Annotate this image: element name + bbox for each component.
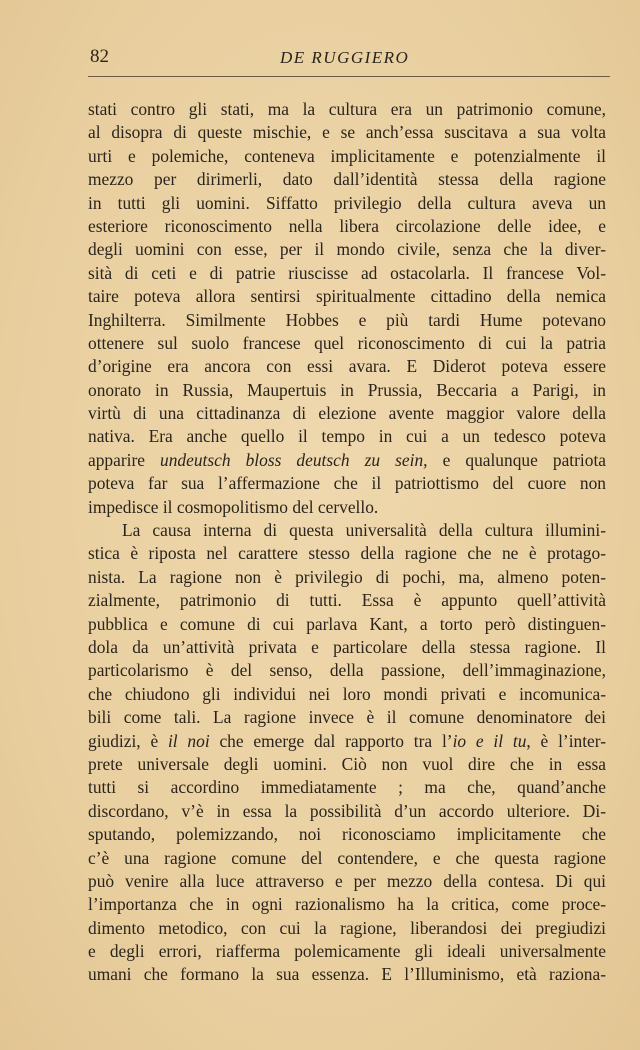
text-line: taire poteva allora sentirsi spiritualmente cittadino della nemica — [88, 286, 606, 307]
text-line: che chiudono gli individui nei loro mondi privati e incomunica- — [88, 683, 606, 704]
text-line: e degli errori, riafferma polemicamente gli ideali universalmente — [88, 941, 606, 962]
text-line: nativa. Era anche quello il tempo in cui a un tedesco poteva — [88, 426, 606, 447]
text-line: nista. La ragione non è privilegio di pochi, ma, almeno poten- — [88, 566, 606, 587]
text-line: impedisce il cosmopolitismo del cervello. — [88, 496, 379, 517]
header-rule — [88, 76, 610, 77]
text-line: al disopra di queste mischie, e se anch’essa suscitava a sua volta — [88, 122, 606, 143]
body-text — [88, 98, 606, 987]
text-line: onorato in Russia, Maupertuis in Prussia, Beccaria a Parigi, in — [88, 379, 606, 400]
text-line: discordano, v’è in essa la possibilità d’un accordo ulteriore. Di- — [88, 800, 606, 821]
text-line: l’importanza che in ogni razionalismo ha la critica, come proce- — [88, 894, 606, 915]
italic-phrase: io e il tu — [452, 730, 527, 751]
text-line: ottenere sul suolo francese quel riconoscimento di cui la patria — [88, 332, 606, 353]
italic-phrase: undeutsch bloss deutsch zu sein, — [160, 449, 428, 470]
text-line: La causa interna di questa universalità della cultura illumini- — [122, 520, 606, 541]
text-line: mezzo per dirimerli, dato dall’identità stessa della ragione — [88, 169, 606, 190]
running-head: DE RUGGIERO — [280, 48, 410, 67]
text-line: sputando, polemizzando, noi riconosciamo implicitamente che — [88, 824, 606, 845]
text-line: giudizi, è il noi che emerge dal rapporto tra l’io e il tu, è l’inter- — [88, 730, 607, 751]
italic-phrase: il noi — [167, 730, 210, 751]
text-line: sità di ceti e di patrie riuscisse ad ostacolarla. Il francese Vol- — [88, 262, 606, 283]
text-line: zialmente, patrimonio di tutti. Essa è appunto quell’attività — [88, 590, 606, 611]
page-number: 82 — [90, 46, 109, 67]
text-line: d’origine era ancora con essi avara. E Diderot poteva essere — [88, 356, 606, 377]
text-line: dimento metodico, con cui la ragione, liberandosi dei pregiudizi — [88, 917, 606, 938]
text-line: stica è riposta nel carattere stesso della ragione che ne è protago- — [88, 543, 606, 564]
text-line: poteva far sua l’affermazione che il patriottismo del cuore non — [88, 473, 606, 494]
text-line: dola da un’attività privata e particolare della stessa ragione. Il — [88, 636, 606, 657]
text-line: apparire undeutsch bloss deutsch zu sein, e qualunque patriota — [88, 449, 606, 470]
text-line: stati contro gli stati, ma la cultura era un patrimonio comune, — [88, 99, 606, 119]
text-line: urti e polemiche, conteneva implicitamente e potenzialmente il — [88, 145, 606, 166]
text-line: tutti si accordino immediatamente ; ma che, quand’anche — [88, 777, 606, 798]
text-line: pubblica e comune di cui parlava Kant, a torto però distinguen- — [88, 613, 606, 634]
text-line: bili come tali. La ragione invece è il comune denominatore dei — [88, 707, 606, 728]
text-line: particolarismo è del senso, della passione, dell’immaginazione, — [88, 660, 606, 681]
text-line: può venire alla luce attraverso e per mezzo della contesa. Di qui — [88, 870, 606, 891]
text-line: umani che formano la sua essenza. E l’Illuminismo, età raziona- — [88, 964, 606, 985]
page-header — [90, 44, 610, 76]
text-line: prete universale degli uomini. Ciò non vuol dire che in essa — [88, 753, 606, 774]
text-line: Inghilterra. Similmente Hobbes e più tardi Hume potevano — [88, 309, 606, 330]
text-line: c’è una ragione comune del contendere, e che questa ragione — [88, 847, 606, 868]
text-line: esteriore riconoscimento nella libera circolazione delle idee, e — [88, 215, 606, 236]
text-line: degli uomini con esse, per il mondo civile, senza che la diver- — [88, 239, 606, 260]
text-line: in tutti gli uomini. Siffatto privilegio della cultura aveva un — [88, 192, 606, 213]
text-line: virtù di una cittadinanza di elezione avente maggior valore della — [88, 403, 606, 424]
